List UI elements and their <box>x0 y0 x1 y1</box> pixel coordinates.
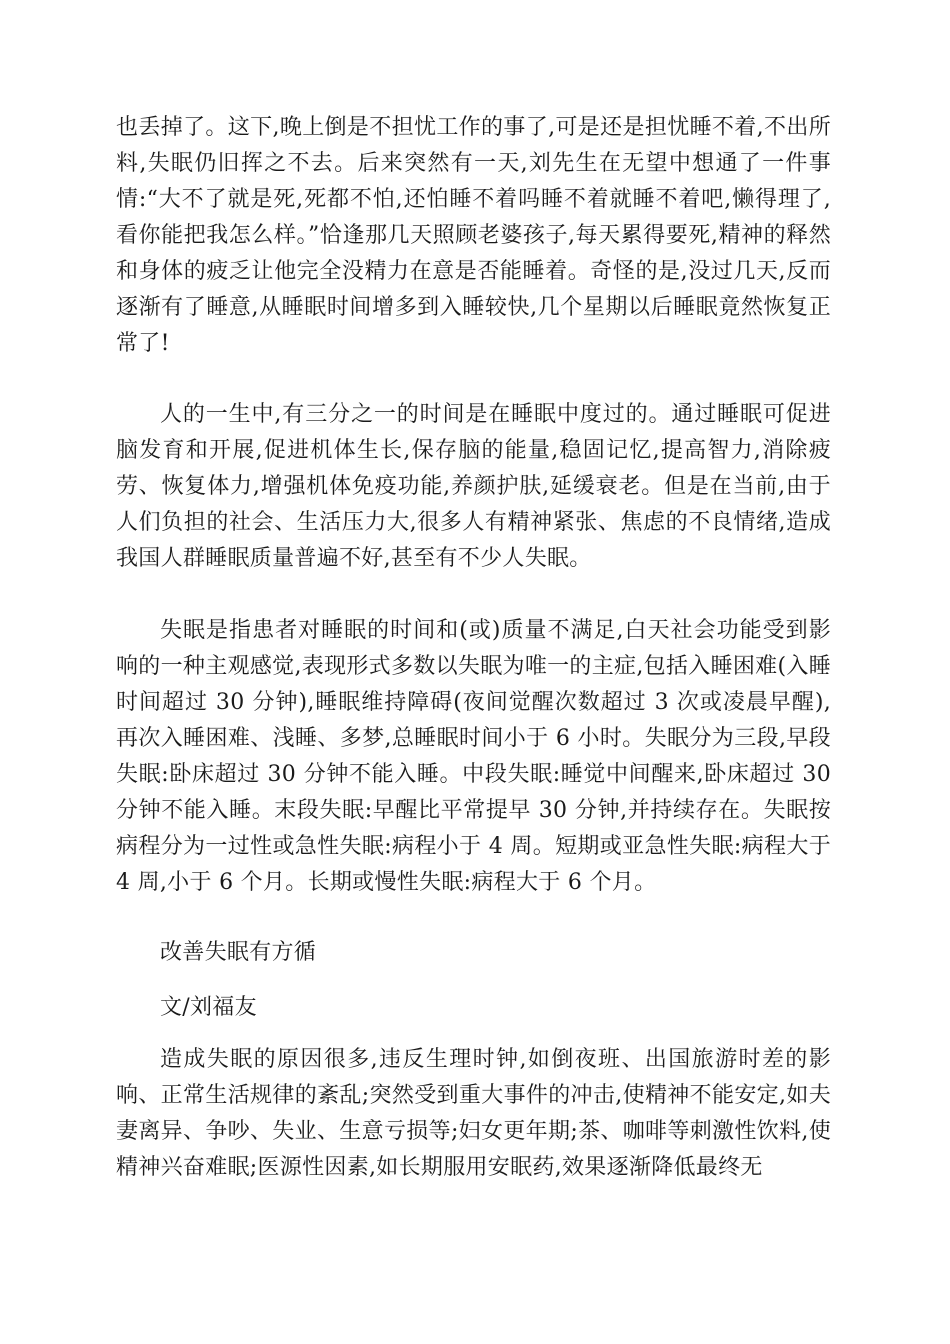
paragraph-insomnia-causes: 造成失眠的原因很多,违反生理时钟,如倒夜班、出国旅游时差的影响、正常生活规律的紊乱;突然受到重大事件的冲击,使精神不能安定,如夫妻离异、争吵、失业、生意亏损等;妇女更年期;茶、咖啡等刺激性饮料,使精神兴奋难眠;医源性因素,如长期服用安眠药,效果逐渐降低最终无 <box>116 1047 831 1180</box>
paragraph-insomnia-definition: 失眠是指患者对睡眠的时间和(或)质量不满足,白天社会功能受到影响的一种主观感觉,表现形式多数以失眠为唯一的主症,包括入睡困难(入睡时间超过 30 分钟),睡眠维持障碍(夜间觉醒次数超过 3 次或凌晨早醒),再次入睡困难、浅睡、多梦,总睡眠时间小于 6 小时。失眠分为三段,早段失眠:卧床超过 30 分钟不能入睡。中段失眠:睡觉中间醒来,卧床超过 30 分钟不能入睡。末段失眠:早醒比平常提早 30 分钟,并持续存在。失眠按病程分为一过性或急性失眠:病程小于 4 周。短期或亚急性失眠:病程大于 4 周,小于 6 个月。长期或慢性失眠:病程大于 6 个月。 <box>116 618 831 895</box>
article-author: 文/刘福友 <box>160 995 257 1020</box>
paragraph-sleep-importance: 人的一生中,有三分之一的时间是在睡眠中度过的。通过睡眠可促进脑发育和开展,促进机体生长,保存脑的能量,稳固记忆,提高智力,消除疲劳、恢复体力,增强机体免疫功能,养颜护肤,延缓衰老。但是在当前,由于人们负担的社会、生活压力大,很多人有精神紧张、焦虑的不良情绪,造成我国人群睡眠质量普遍不好,甚至有不少人失眠。 <box>116 402 831 571</box>
paragraph-continuation: 也丢掉了。这下,晚上倒是不担忧工作的事了,可是还是担忧睡不着,不出所料,失眠仍旧挥之不去。后来突然有一天,刘先生在无望中想通了一件事情:“大不了就是死,死都不怕,还怕睡不着吗睡不着就睡不着吧,懒得理了,看你能把我怎么样。”恰逢那几天照顾老婆孩子,每天累得要死,精神的释然和身体的疲乏让他完全没精力在意是否能睡着。奇怪的是,没过几天,反而逐渐有了睡意,从睡眠时间增多到入睡较快,几个星期以后睡眠竟然恢复正常了! <box>116 115 831 356</box>
document-page <box>116 0 831 1344</box>
article-title: 改善失眠有方循 <box>160 940 317 965</box>
